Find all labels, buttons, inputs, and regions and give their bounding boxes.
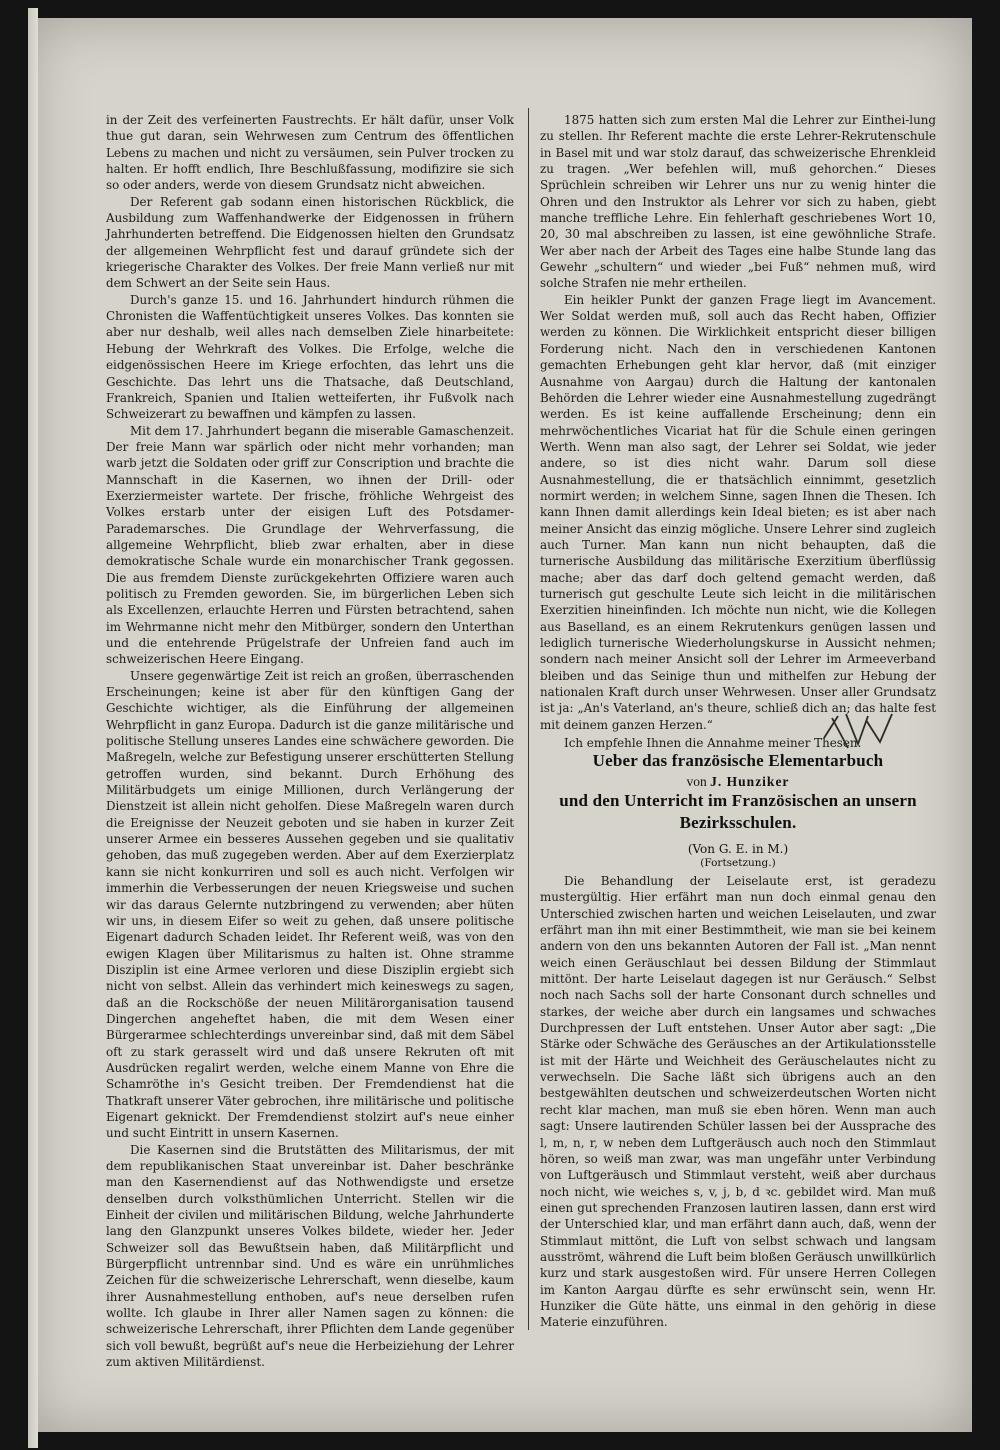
paragraph: Durch's ganze 15. und 16. Jahrhundert hindurch rühmen die Chronisten die Waffentüchtigkeit unseres Volkes. Das konnten sie aber nur deshalb, weil alles nach demselben Ziele hinarbeitete: Hebung der Wehrkraft des Volkes. Die Erfolge, welche die eidgenössischen Heere im Kriege erfochten, das lehrt uns die Geschichte. Das lehrt uns die Thatsache, daß Deutschland, Frankreich, Spanien und Italien wetteiferten, ihr Fußvolk nach Schweizerart zu bewaffnen und kämpfen zu lassen. xyxy=(106,292,514,422)
paragraph: Mit dem 17. Jahrhundert begann die miserable Gamaschenzeit. Der freie Mann war spärlich oder nicht mehr vorhanden; man warb jetzt die Soldaten oder griff zur Conscription und brachte die Mannschaft in die Kasernen, wo ihnen der Drill- oder Exerziermeister wartete. Der frische, fröhliche Wehrgeist des Volkes erstarb unter der eisigen Luft des Potsdamer-Parademarsches. Die Grundlage der Wehrverfassung, die allgemeine Wehrpflicht, blieb zwar erhalten, aber in diese demokratische Schale wurde ein monarchischer Trank gegossen. Die aus fremdem Dienste zurückgekehrten Offiziere waren auch politisch zu Fremden geworden. Sie, im bürgerlichen Leben sich als Excellenzen, erlauchte Herren und Fürsten betrachtend, sahen im Wehrmanne nicht mehr den Mitbürger, sondern den Unterthan und die entehrende Prügelstrafe der Unfreien fand auch im schweizerischen Heere Eingang. xyxy=(106,423,514,667)
page-fold-edge xyxy=(28,8,38,1448)
paragraph: Unsere gegenwärtige Zeit ist reich an großen, überraschenden Erscheinungen; keine ist aber für den künftigen Gang der Geschichte wichtiger, als die Einführung der allgemeinen Wehrpflicht in ganz Europa. Dadurch ist die ganze militärische und politische Stellung unseres Landes eine schwächere geworden. Die Maßregeln, welche zur Befestigung unserer erschütterten Stellung getroffen wurden, sind bekannt. Durch Erhöhung des Militärbudgets um einige Millionen, durch Verlängerung der Dienstzeit ist allein nicht geholfen. Diese Maßregeln waren durch die Ereignisse der Neuzeit geboten und sie haben in kurzer Zeit unserer Armee ein besseres Aussehen gegeben und sie qualitativ gehoben, das muß zugegeben werden. Aber auf dem Exerzierplatz kann sie nicht konkurriren und soll es auch nicht. Verfolgen wir immerhin die Verbesserungen der neuen Kriegsweise und suchen wir das daraus Gelernte nutzbringend zu verwenden; aber hüten wir uns, in diesem Eifer so weit zu gehen, daß unsere politische Eigenart dadurch Schaden leidet. Ihr Referent weiß, was von den ewigen Klagen über Militarismus zu halten ist. Ohne stramme Disziplin ist eine Armee verloren und diese Disziplin ergiebt sich nicht von selbst. Allein das verhindert mich keineswegs zu sagen, daß an die Rockschöße der neuen Militärorganisation tausend Dingerchen angeheftet haben, die mit dem Wesen einer Bürgerarmee schlechterdings unvereinbar sind, daß mit dem Säbel oft zu stark gerasselt wird und daß unsere Rekruten oft mit Ausdrücken regalirt werden, welche einem Manne von Ehre die Schamröthe in's Gesicht treiben. Der Fremdendienst hat die Thatkraft unserer Väter gebrochen, ihre militärische und politische Eigenart geknickt. Der Fremdendienst stolzirt auf's neue einher und sucht Eintritt in unsern Kasernen. xyxy=(106,668,514,1141)
article-author: J. Hunziker xyxy=(710,774,790,789)
column-divider xyxy=(528,108,529,1330)
article-von: von xyxy=(686,774,707,789)
right-column-top xyxy=(540,112,936,751)
paragraph: Die Behandlung der Leiselaute erst, ist geradezu mustergültig. Hier erfährt man nun doch einmal genau den Unterschied zwischen harten und weichen Leiselauten, und zwar erfährt man ihn mit einer Bestimmtheit, wie man sie bei keinem andern von den uns bekannten Autoren der Fall ist. „Man nennt weich einen Geräuschlaut bei dessen Bildung der Stimmlaut mittönt. Der harte Leiselaut dagegen ist nur Geräusch.“ Selbst noch nach Sachs soll der harte Consonant durch schnelles und starkes, der weiche aber durch ein langsames und schwaches Durchpressen der Luft entstehen. Unser Autor aber sagt: „Die Stärke oder Schwäche des Geräusches an der Artikulationsstelle ist mit der Härte und Weichheit des Geräuschelautes nicht zu verwechseln. Die Sache läßt sich übrigens auch an den bestgewählten deutschen und schweizerdeutschen Worten nicht recht klar machen, man muß sie eben hören. Wenn man auch sagt: Unsere lautirenden Schüler lassen bei der Aussprache des l, m, n, r, w neben dem Luftgeräusch auch noch den Stimmlaut hören, so weiß man zwar, was man ungefähr unter Verbindung von Luftgeräusch und Stimmlaut versteht, weiß aber durchaus noch nicht, wie weiches s, v, j, b, d ꝛc. gebildet wird. Man muß einen gut sprechenden Franzosen lautiren lassen, dann erst wird der Unterschied klar, und man erfährt dann auch, daß, wenn der Stimmlaut mittönt, die Luft von selbst schwach und langsam ausströmt, während die Luft beim bloßen Geräusch unwillkürlich kurz und stark ausgestoßen wird. Für unsere Herren Collegen im Kanton Aargau dürfte es sehr erwünscht sein, wenn Hr. Hunziker die Güte hätte, uns einmal in den gehörig in diese Materie einzuführen. xyxy=(540,874,936,1330)
closing-line: Ich empfehle Ihnen die Annahme meiner Thesen. xyxy=(564,736,862,751)
right-column-bottom xyxy=(540,873,936,1330)
paragraph: 1875 hatten sich zum ersten Mal die Lehrer zur Einthei-lung zu stellen. Ihr Referent machte die erste Lehrer-Rekrutenschule in Basel mit und war stolz darauf, das schweizerische Ehrenkleid zu tragen. „Wer befehlen will, muß gehorchen.“ Dieses Sprüchlein schreiben wir Lehrer uns nur zu wenig hinter die Ohren und den Instruktor als Lehrer vor sich zu haben, giebt manche treffliche Lehre. Ein fehlerhaft geschriebenes Wort 10, 20, 30 mal abschreiben zu lassen, ist eine gewöhnliche Strafe. Wer aber nach der Arbeit des Tages eine halbe Stunde lang das Gewehr „schultern“ und wieder „bei Fuß“ nehmen muß, wird solche Strafen nie mehr ertheilen. xyxy=(540,113,936,291)
left-column xyxy=(106,112,514,1370)
handwritten-signature xyxy=(818,708,898,754)
paragraph: Die Kasernen sind die Brutstätten des Militarismus, der mit dem republikanischen Staat unvereinbar ist. Daher beschränke man den Kasernendienst auf das Nothwendigste und ersetze denselben durch volksthümlichen Unterricht. Stellen wir die Einheit der civilen und militärischen Bildung, welche Jahrhunderte lang den Glanzpunkt unseres Volkes bildete, wieder her. Jeder Schweizer soll das Bewußtsein haben, daß Militärpflicht und Bürgerpflicht untrennbar sind. Und es wäre ein unrühmliches Zeichen für die schweizerische Lehrerschaft, wenn dieselbe, kaum ihrer Ausnahmestellung enthoben, auf's neue derselben rufen wollte. Ich glaube in Ihrer aller Namen sagen zu können: die schweizerische Lehrerschaft, ihrer Pflichten dem Lande gegenüber sich voll bewußt, begrüßt auf's neue die Herbeiziehung der Lehrer zum aktiven Militärdienst. xyxy=(106,1142,514,1370)
paragraph: Ein heikler Punkt der ganzen Frage liegt im Avancement. Wer Soldat werden muß, soll auch das Recht haben, Offizier werden zu können. Die Wirklichkeit entspricht dieser billigen Forderung nicht. Nach den in verschiedenen Kantonen gemachten Erhebungen geht klar hervor, daß (mit einziger Ausnahme von Aargau) durch die Haltung der kantonalen Behörden die Lehrer wieder eine Ausnahmestellung zugedrängt werden. Es ist keine auffallende Erscheinung; denn ein mehrwöchentliches Vicariat hat für die Schule einen geringen Werth. Wenn man also sagt, der Lehrer sei Soldat, wie jeder andere, so ist dies nicht wahr. Darum soll diese Ausnahmestellung, die er thatsächlich einnimmt, gesetzlich normirt werden; in welchem Sinne, sagen Ihnen die Thesen. Ich kann Ihnen damit allerdings kein Ideal bieten; es ist aber nach meiner Ansicht das einzig mögliche. Unsere Lehrer sind zugleich auch Turner. Man kann nun nicht behaupten, daß die turnerische Ausbildung das militärische Exerzitium überflüssig mache; aber das darf doch geltend gemacht werden, daß turnerisch gut geschulte Leute sich leicht in die militärischen Exerzitien hineinfinden. Ich möchte nun nicht, wie die Kollegen aus Baselland, es an einem Rekrutenkurs genügen lassen und lediglich turnerische Wiederholungskurse in Aussicht nehmen; sondern nach meiner Ansicht soll der Lehrer im Armeeverband bleiben und das Seinige thun und mithelfen zur Hebung der nationalen Kraft durch unser Wehrwesen. Unser aller Grundsatz ist ja: „An's Vaterland, an's theure, schließ dich an; das halte fest mit deinem ganzen Herzen.“ xyxy=(540,292,936,732)
paragraph: in der Zeit des verfeinerten Faustrechts. Er hält dafür, unser Volk thue gut daran, sein Wehrwesen zum Centrum des öffentlichen Lebens zu machen und nicht zu versäumen, sein Pulver trocken zu halten. Er hofft endlich, Ihre Beschlußfassung, modifizire sie sich so oder anders, werde von diesem Grundsatz nicht abweichen. xyxy=(106,113,514,193)
article-header xyxy=(540,750,936,869)
article-byline: (Von G. E. in M.) xyxy=(687,842,789,856)
newspaper-page xyxy=(28,18,972,1432)
article-subtitle: und den Unterricht im Französischen an unsern Bezirksschulen. xyxy=(559,791,917,832)
article-continuation: (Fortsetzung.) xyxy=(700,857,776,869)
article-title: Ueber das französische Elementarbuch xyxy=(592,751,884,770)
article-author-line xyxy=(540,774,936,790)
paragraph: Der Referent gab sodann einen historischen Rückblick, die Ausbildung zum Waffenhandwerke der Eidgenossen in frühern Jahrhunderten betreffend. Die Eidgenossen hielten den Grundsatz der allgemeinen Wehrpflicht fest und darauf gründete sich der kriegerische Charakter des Volkes. Der freie Mann verließ nur mit dem Schwert an der Seite sein Haus. xyxy=(106,194,514,291)
